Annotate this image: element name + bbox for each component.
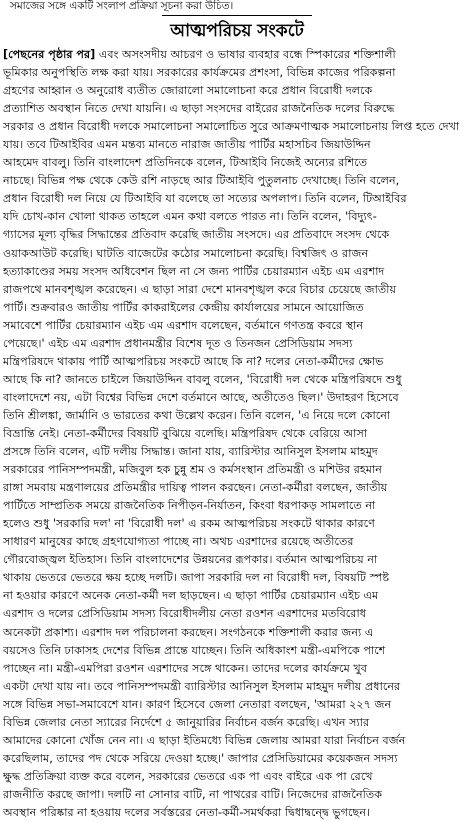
article-line: পার্টিতে সাম্প্রতিক সময়ে রাজনৈতিক নিপীড়ন-নির্যাতন, কিংবা ধরপাকড় সামলাতে না bbox=[3, 499, 376, 513]
article-line-first-text: এবং অসংসদীয় আচরণ ও ভাষার ব্যবহার বন্ধে স্পিকারের শক্তিশালী bbox=[95, 48, 396, 61]
article-line: তিনি শ্রীলঙ্কা, জার্মানি ও ভারতের কথা উল্লেখ করেন। তিনি বলেন, 'এ নিয়ে দলে কোনো bbox=[3, 408, 391, 422]
article-line: বাংলাদেশে নয়, এটা বিশ্বের বিভিন্ন দেশে বর্তমানে আছে, অতীতেও ছিল।' উদাহরণ হিসেবে bbox=[3, 390, 399, 404]
article-line: যদি চোখ-কান খোলা থাকত তাহলে এমন কথা বলতে পারত না। তিনি বলেন, 'বিদ্যুৎ- bbox=[3, 210, 377, 224]
article-line: এরশাদ ও দলের প্রেসিডিয়াম সদস্য বিরোধীদলীয় নেতা রওশন এরশাদের মতবিরোধ bbox=[3, 607, 366, 621]
article-line: প্রত্যাশিত অবস্থান নিতে দেখা যায়নি। এ ছাড়া সংসদের বাইরের রাজনৈতিক দলের বিরুদ্ধে bbox=[3, 102, 395, 116]
article-line: পাচ্ছেন না। মন্ত্রী-এমপিরা রওশন এরশাদের সঙ্গে থাকেন। তাদের দলের কার্যক্রমে খুব bbox=[3, 661, 367, 675]
article-line: ভূমিকার অনুপস্থিতি লক্ষ করা যায়। সরকারের কার্যক্রমের প্রশংসা, বিভিন্ন কাজের পরিকল্পনা bbox=[3, 66, 396, 80]
article-line: সরকারের পানিসম্পদমন্ত্রী, মজিবুল হক চুন্নু শ্রম ও কর্মসংস্থান প্রতিমন্ত্রী ও মশিউর রহমান bbox=[3, 463, 382, 477]
article-line: হত্যাকাণ্ডের সময় সংসদ অধিবেশন ছিল না সে জন্য পার্টির চেয়ারম্যান এইচ এম এরশাদ bbox=[3, 264, 385, 278]
article-line: মন্ত্রিপরিষদে থাকায় পার্টি আত্মপরিচয় সংকটে আছে কি না? দলের নেতা-কর্মীদের ক্ষোভ bbox=[3, 354, 384, 368]
article-line-first bbox=[3, 46, 471, 64]
article-line: রাজনীতি করছে জাপা। দলটি না সোনার বাটি, না পাথরের বাটি। নিজেদের রাজনৈতিক bbox=[3, 787, 383, 801]
article-line: বয়সেও তিনি ঢাকাসহ দেশের বিভিন্ন প্রান্তে যাচ্ছেন। তিনি অধিকাংশ মন্ত্রী-এমপিকে পাশে bbox=[3, 643, 386, 657]
article-line: হলেও শুধু 'সরকারি দল' না 'বিরোধী দল' এ রকম আত্মপরিচয় সংকটে থাকার কারণে bbox=[3, 517, 375, 531]
article-line: গ্রহণের আহ্বান ও অনুরোধ ব্যতীত জোরালো সমালোচনা করে প্রধান বিরোধী দলকে bbox=[3, 84, 373, 98]
article-line: সাধারণ মানুষের কাছে গ্রহণযোগ্যতা পাচ্ছে না। অথচ এরশাদের রয়েছে অতীতের bbox=[3, 535, 354, 549]
article-line: সঙ্গে বিভিন্ন সভা-সমাবেশে যান। কারণ হিসেবে জেলা নেতারা বলছেন, 'আমরা ২২৭ জন bbox=[3, 697, 392, 711]
article-line: থাকায় ভেতরে ভেতরে ক্ষয় হচ্ছে দলটি। জাপা সরকারি দল না বিরোধী দল, বিষয়টি স্পষ্ট bbox=[3, 571, 390, 585]
article-line: বিভ্রান্তি নেই। নেতা-কর্মীদের বিষয়টি বুঝিয়ে বলেছি। মন্ত্রিপরিষদ থেকে বেরিয়ে আসা bbox=[3, 426, 368, 440]
article-line: গ্যাসের মূল্য বৃদ্ধির সিদ্ধান্তের প্রতিবাদ করেছি জাতীয় সংসদে। এর প্রতিবাদে সংসদ থেকে bbox=[3, 228, 390, 242]
article-line: আছে কি না? জানতে চাইলে জিয়াউদ্দিন বাবলু বলেন, 'বিরোধী দল থেকে মন্ত্রিপরিষদে শুধু bbox=[3, 372, 402, 386]
article-line: প্রসঙ্গে তিনি বলেন, এটি দলীয় সিদ্ধান্ত। জানা যায়, ব্যারিস্টার আনিসুল ইসলাম মাহমুদ bbox=[3, 445, 378, 459]
article-line: অবস্থান পরিষ্কার না হওয়ায় দলের সর্বস্তরের নেতা-কর্মী-সমর্থকরা দ্বিধাদ্বন্দ্বে ভুগছেন। bbox=[3, 805, 370, 819]
article-line: গৌরবোজ্জ্বল ইতিহাস। তিনি বাংলাদেশের উন্নয়নের রূপকার। বর্তমান আত্মপরিচয় না bbox=[3, 553, 378, 567]
article-line: নাচছে। বিভিন্ন পক্ষ থেকে কেউ রশি নাড়ছে আর টিআইবি পুতুলনাচ দেখাচ্ছে। তিনি বলেন, bbox=[3, 174, 400, 188]
article-line: রাজপথে মানবশৃঙ্খল করেছেন। এ ছাড়া সারা দেশে মানবশৃঙ্খল করে বিচার চেয়েছে জাতীয় bbox=[3, 282, 397, 296]
article-line: একটা দেখা যায় না। তবে পানিসম্পদমন্ত্রী ব্যারিস্টার আনিসুল ইসলাম মাহমুদ দলীয় প্রধানের bbox=[3, 679, 401, 693]
article-line: সমাবেশে পার্টির চেয়ারম্যান এইচ এম এরশাদ বলেছেন, বর্তমানে গণতন্ত্র কবরে স্থান bbox=[3, 318, 364, 332]
article-line: ক্ষুদ্ধ প্রতিক্রিয়া ব্যক্ত করে বলেন, সরকারের ভেতরে এক পা এবং বাইরে এক পা রেখে bbox=[3, 769, 373, 783]
previous-article-last-line: সমাজের সঙ্গে একটি সংলাপ প্রক্রিয়া সূচনা করা উচিত। bbox=[10, 0, 234, 12]
continuation-label: [পেছনের পৃষ্ঠার পর] bbox=[3, 48, 96, 61]
article-line: আমাদের কোনো খোঁজ নেন না। এ ছাড়া ইতিমধ্যে বিভিন্ন জেলায় আমরা যারা নির্বাচন বর্জন bbox=[3, 733, 406, 747]
article-line: প্রধান বিরোধী দল নিয়ে যে টিআইবি যা বলেছে তা সত্যের অপলাপ। তিনি বলেন, টিআইবির bbox=[3, 192, 407, 206]
article-line: করেছিলাম, তাদের পদ থেকে সরিয়ে দেওয়া হচ্ছে।' জাপার প্রেসিডিয়ামের কয়েকজন সদস্য bbox=[3, 751, 398, 765]
article-line: ওয়াকআউট করেছি। ঘাটতি বাজেটের কঠোর সমালোচনা করেছি। বিশ্বজিৎ ও রাজন bbox=[3, 246, 369, 260]
article-line: যায়। তবে টিআইবির এমন মন্তব্য মানতে নারাজ জাতীয় পার্টির মহাসচিব জিয়াউদ্দিন bbox=[3, 138, 371, 152]
article-line: না হওয়ার কারণে অনেক নেতা-কর্মী দল ছাড়ছেন। এ ছাড়া পার্টির চেয়ারম্যান এইচ এম bbox=[3, 589, 379, 603]
article-line: আহমেদ বাবলু। তিনি বাংলাদেশ প্রতিদিনকে বলেন, টিআইবি নিজেই অন্যের রশিতে bbox=[3, 156, 368, 170]
article-line: রাঙ্গা সমবায় মন্ত্রণালয়ের প্রতিমন্ত্রীর দায়িত্ব পালন করছেন। নেতা-কর্মীরা বলছেন, জাতীয় bbox=[3, 481, 388, 495]
article-body bbox=[3, 46, 471, 822]
article-line: বিভিন্ন জেলার নেতা স্যারের নির্দেশে ৫ জানুয়ারির নির্বাচন বর্জন করেছি। এখন স্যার bbox=[3, 715, 370, 729]
article-line: পেয়েছে।' এইচ এম এরশাদ প্রধানমন্ত্রীর বিশেষ দূত ও তিনজন প্রেসিডিয়াম সদস্য bbox=[3, 336, 353, 350]
article-line: অনেকটা প্রকাশ্য। এরশাদ দল পরিচালনা করছেন। সংগঠনকে শক্তিশালী করার জন্য এ bbox=[3, 625, 374, 639]
article-title: আত্মপরিচয় সংকটে bbox=[170, 21, 304, 41]
article-line: সরকার ও প্রধান বিরোধী দলকে সমালোচনা সমালোচিত সুরে আক্রমণাত্মক সমালোচনায় লিপ্ত হতে দেখা bbox=[3, 120, 460, 134]
article-line: পার্টি। শুক্রবারও জাতীয় পার্টির কাকরাইলের কেন্দ্রীয় কার্যালয়ের সামনে আয়োজিত bbox=[3, 300, 364, 314]
